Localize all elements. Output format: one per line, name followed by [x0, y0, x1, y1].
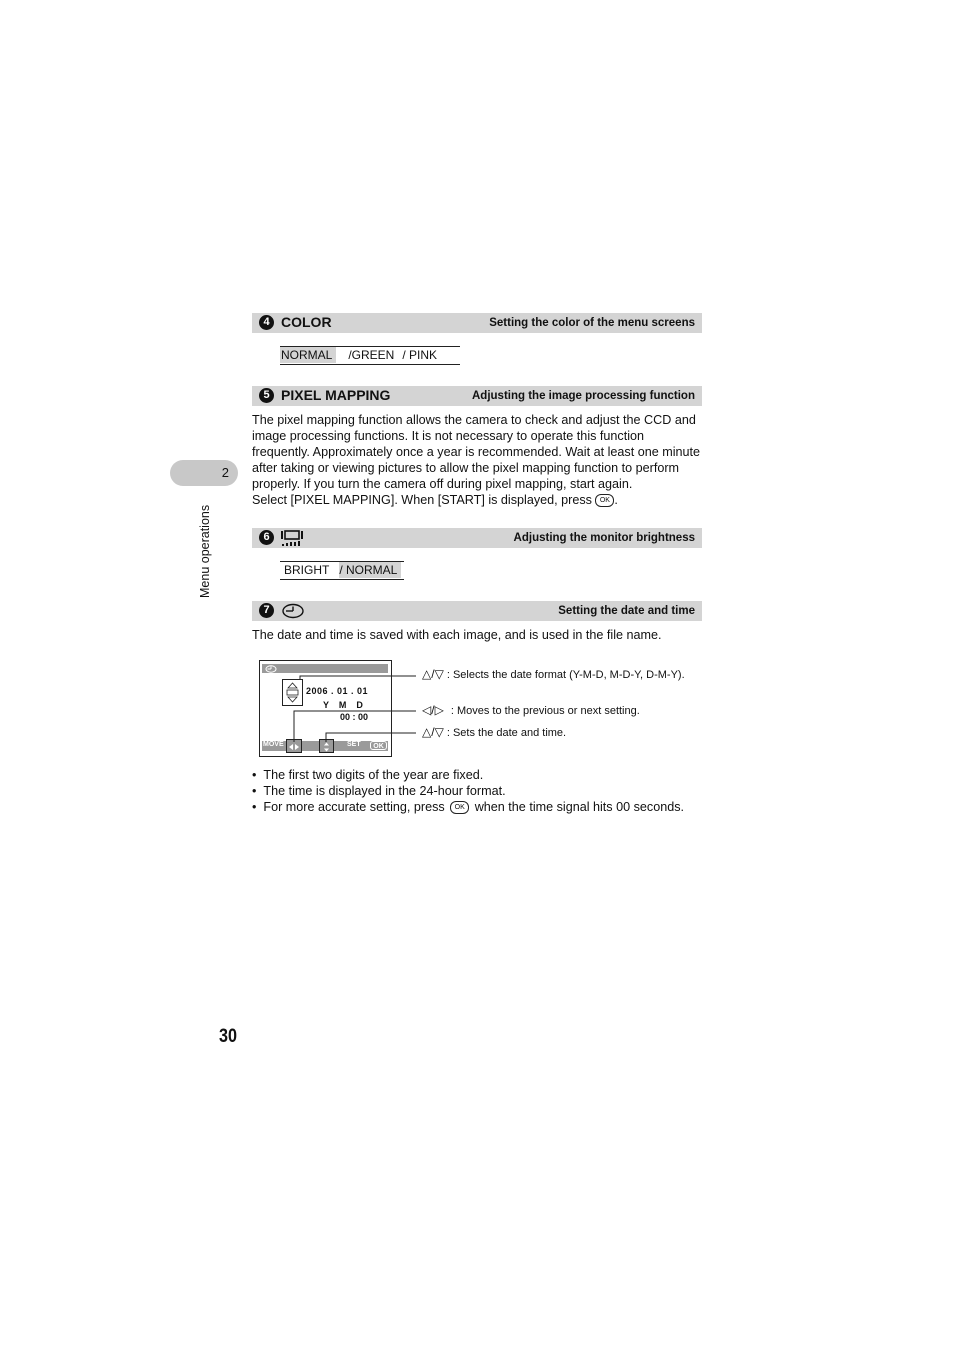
section-title: COLOR — [281, 314, 332, 330]
chapter-title-vertical: Menu operations — [198, 504, 212, 598]
callout-line-format — [300, 676, 416, 680]
bullet-item: • For more accurate setting, press OK when the time signal hits 00 seconds. — [252, 800, 685, 814]
callout-keys: ◁/▷ — [422, 703, 444, 717]
ok-button-icon: OK — [450, 801, 469, 814]
ok-button-icon: OK — [595, 494, 614, 507]
callout-line-move — [294, 711, 416, 742]
screen-set-label: SET — [347, 741, 361, 748]
section-subtitle: Adjusting the image processing function — [472, 390, 695, 402]
chapter-number: 2 — [221, 465, 229, 480]
callout-line-set — [326, 733, 416, 742]
section-number-badge: 6 — [259, 530, 274, 545]
screen-ok-button: OK — [370, 741, 387, 750]
option: / PINK — [402, 348, 438, 362]
callout-text: : Moves to the previous or next setting. — [450, 705, 640, 717]
screen-date: 2006 . 01 . 01 — [306, 686, 369, 696]
screen-move-label: MOVE — [263, 741, 284, 748]
callout-text: : Sets the date and time. — [446, 727, 567, 739]
page-number: 30 — [219, 1026, 237, 1047]
section-subtitle: Adjusting the monitor brightness — [513, 532, 695, 544]
callout-keys: △/▽ — [422, 725, 444, 739]
bullet-item: • The first two digits of the year are fixed. — [252, 768, 484, 782]
option-selected: / NORMAL — [339, 562, 401, 578]
pixel-mapping-body: The pixel mapping function allows the camera to check and adjust the CCD and image processing functions. It is not necessary to operate this function frequently. Approximately once a year is recommended. Wait at least one minute after taking or viewing pictures to allow the pixel mapping function to perform properly. If you turn the camera off during pixel mapping, start again. Select [PIXEL MAPPING]. When [START] is displayed, press OK . — [252, 412, 704, 508]
callout-set — [422, 725, 566, 739]
callout-move — [422, 703, 640, 717]
callout-format — [422, 667, 685, 681]
datetime-body: The date and time is saved with each image, and is used in the file name. — [252, 628, 662, 642]
section-number-badge: 4 — [259, 315, 274, 330]
screen-time: 00 : 00 — [340, 712, 369, 722]
section-title: PIXEL MAPPING — [281, 387, 391, 403]
section-subtitle: Setting the date and time — [558, 605, 695, 617]
screen-date-format: Y M D — [323, 700, 363, 710]
option: BRIGHT — [284, 563, 330, 577]
pixel-mapping-instruction: Select [PIXEL MAPPING]. When [START] is displayed, press OK . — [252, 493, 618, 507]
section-number-badge: 7 — [259, 603, 274, 618]
callout-keys: △/▽ — [422, 667, 444, 681]
bullet-item: • The time is displayed in the 24-hour format. — [252, 784, 506, 798]
callout-text: : Selects the date format (Y-M-D, M-D-Y, D-M-Y). — [446, 669, 685, 681]
section-subtitle: Setting the color of the menu screens — [489, 317, 695, 329]
option-selected: NORMAL — [280, 347, 336, 363]
section-number-badge: 5 — [259, 388, 274, 403]
option: /GREEN — [348, 348, 395, 362]
